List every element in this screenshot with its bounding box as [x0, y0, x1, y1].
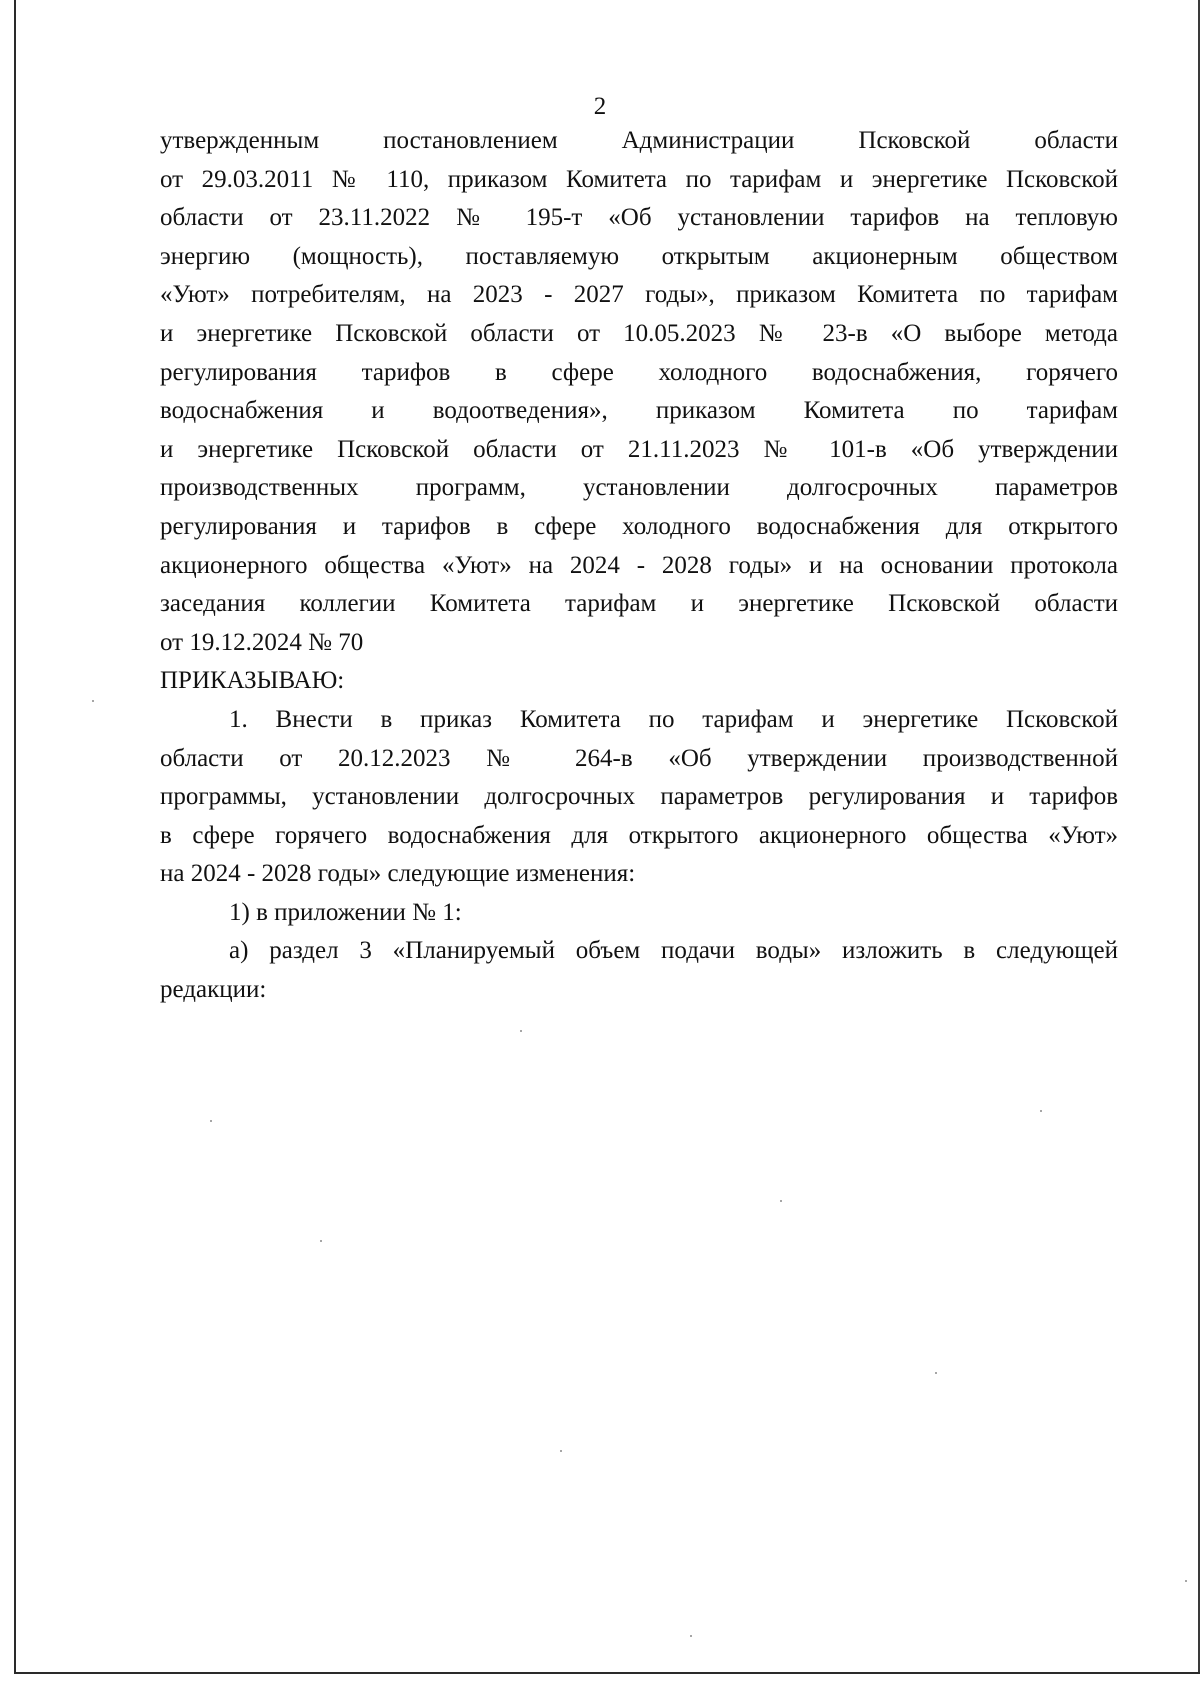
text-line: регулирования и тарифов в сфере холодного водоснабжения для открытого [160, 512, 1118, 540]
scan-speck [1040, 1110, 1042, 1112]
text-line: регулирования тарифов в сфере холодного водоснабжения, горячего [160, 358, 1118, 386]
scan-speck [210, 1120, 212, 1122]
order-heading: ПРИКАЗЫВАЮ: [160, 667, 345, 695]
text-line: утвержденным постановлением Администрации Псковской области [160, 127, 1118, 154]
scan-speck [320, 1240, 322, 1242]
text-line: «Уют» потребителям, на 2023 - 2027 годы», приказом Комитета по тарифам [160, 281, 1118, 309]
text-line: 1. Внести в приказ Комитета по тарифам и энергетике Псковской [229, 705, 1118, 733]
scan-speck [690, 1635, 692, 1637]
text-line: и энергетике Псковской области от 21.11.2023 № 101-в «Об утверждении [160, 435, 1118, 463]
scan-speck [1185, 1580, 1187, 1582]
scan-speck [935, 1372, 937, 1374]
scan-speck [520, 1030, 522, 1032]
text-line: а) раздел 3 «Планируемый объем подачи воды» изложить в следующей [229, 937, 1118, 965]
document-body [160, 122, 1118, 1010]
page-number: 2 [593, 93, 607, 120]
text-line: производственных программ, установлении долгосрочных параметров [160, 474, 1118, 502]
text-line: области от 20.12.2023 № 264-в «Об утверждении производственной [160, 744, 1118, 772]
text-line: на 2024 - 2028 годы» следующие изменения: [160, 860, 636, 888]
text-line: заседания коллегии Комитета тарифам и энергетике Псковской области [160, 590, 1118, 618]
text-line: водоснабжения и водоотведения», приказом Комитета по тарифам [160, 397, 1118, 425]
text-line: 1) в приложении № 1: [229, 898, 462, 926]
scan-border-bottom [14, 1672, 1200, 1674]
text-line: и энергетике Псковской области от 10.05.2023 № 23-в «О выборе метода [160, 319, 1118, 347]
scan-speck [92, 700, 94, 702]
text-line: в сфере горячего водоснабжения для открытого акционерного общества «Уют» [160, 821, 1118, 849]
text-line: акционерного общества «Уют» на 2024 - 2028 годы» и на основании протокола [160, 551, 1118, 579]
text-line: редакции: [160, 976, 267, 1004]
scan-border-left [14, 0, 16, 1674]
text-line: от 19.12.2024 № 70 [160, 628, 364, 656]
scan-speck [780, 1200, 782, 1202]
text-line: от 29.03.2011 № 110, приказом Комитета по тарифам и энергетике Псковской [160, 165, 1118, 193]
text-line: энергию (мощность), поставляемую открытым акционерным обществом [160, 242, 1118, 270]
scan-speck [560, 1450, 562, 1452]
text-line: программы, установлении долгосрочных параметров регулирования и тарифов [160, 783, 1118, 811]
text-line: области от 23.11.2022 № 195-т «Об установлении тарифов на тепловую [160, 204, 1118, 232]
